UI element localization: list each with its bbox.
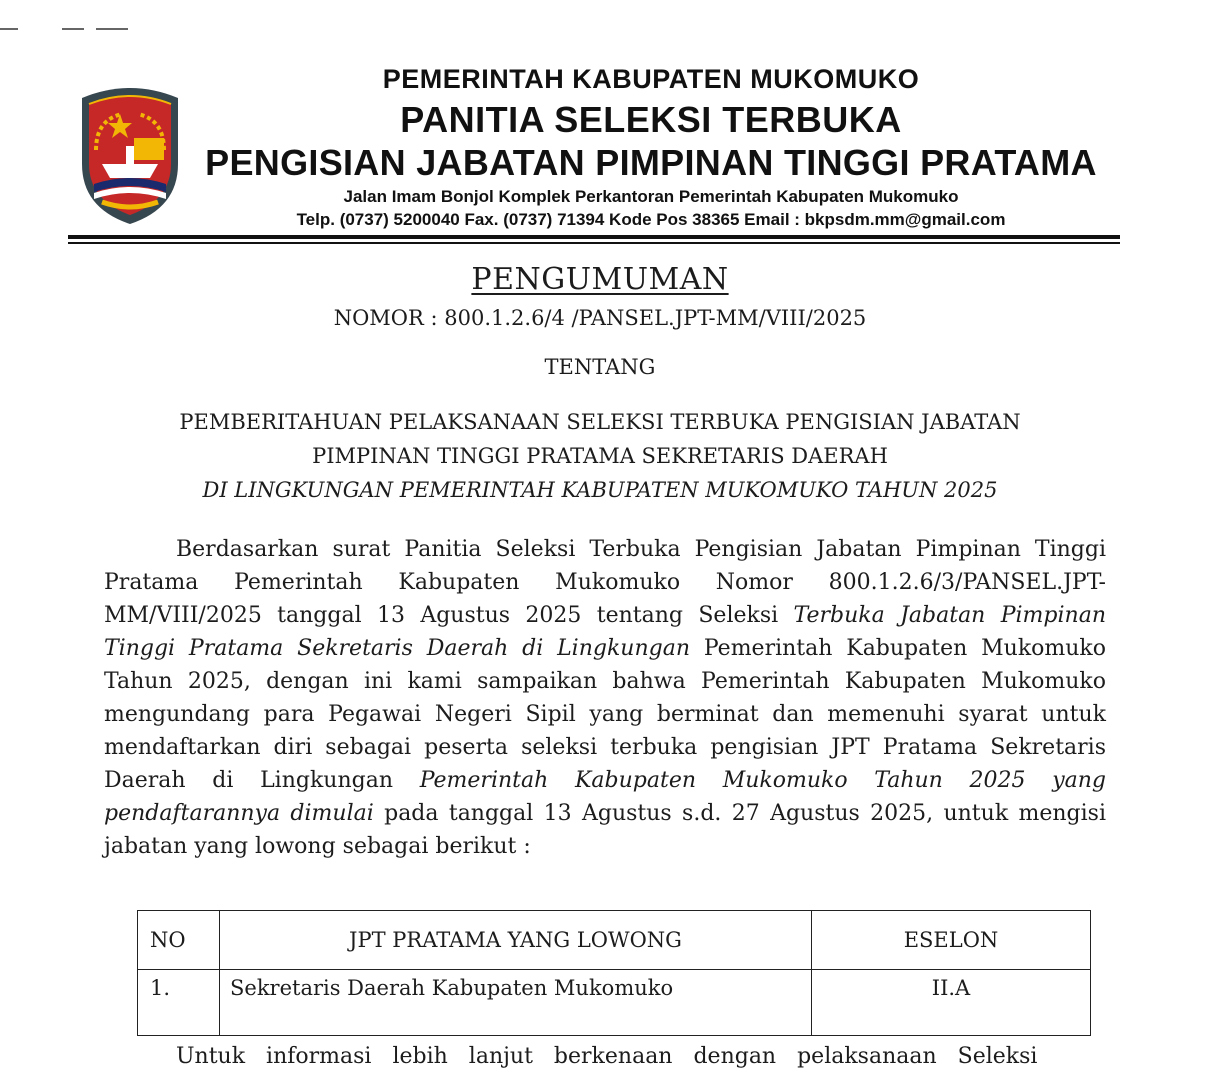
letterhead-divider-thin xyxy=(68,242,1120,244)
document-title xyxy=(100,262,1100,297)
paragraph-segment-2: Terbuka Jabatan Pimpinan Tinggi Pratama Sekretaris Daerah di Lingkungan xyxy=(104,603,1106,661)
cell-no: 1. xyxy=(138,970,220,1036)
document-title-text: PENGUMUMAN xyxy=(471,262,729,297)
letterhead-government: PEMERINTAH KABUPATEN MUKOMUKO xyxy=(382,64,920,94)
body-paragraph xyxy=(104,533,1106,863)
paragraph-segment-1: Berdasarkan surat Panitia Seleksi Terbuka Pengisian Jabatan Pimpinan Tinggi Pratama Pemerintah Kabupaten Mukomuko Nomor 800.1.2.6/3/PANSEL.JPT-MM/VIII/2025 tanggal 13 Agustus 2025 tentang Seleksi xyxy=(104,537,1106,628)
scan-artifact xyxy=(0,28,130,32)
document-about: TENTANG xyxy=(544,355,656,379)
table-header-row xyxy=(138,911,1091,970)
document-number: NOMOR : 800.1.2.6/4 /PANSEL.JPT-MM/VIII/2025 xyxy=(333,306,867,330)
vacancy-table xyxy=(137,910,1091,1036)
subject-line-3: DI LINGKUNGAN PEMERINTAH KABUPATEN MUKOMUKO TAHUN 2025 xyxy=(202,478,998,502)
subject-line-1: PEMBERITAHUAN PELAKSANAAN SELEKSI TERBUKA PENGISIAN JABATAN xyxy=(179,410,1021,434)
paragraph-two-start: Untuk informasi lebih lanjut berkenaan dengan pelaksanaan Seleksi xyxy=(176,1044,1038,1069)
paragraph-segment-3: Pemerintah Kabupaten Mukomuko Tahun 2025, dengan ini kami sampaikan bahwa Pemerintah Kabupaten Mukomuko mengundang para Pegawai Negeri Sipil yang berminat dan memenuhi syarat untuk mendaftarkan diri sebagai peserta seleksi terbuka pengisian JPT Pratama Sekretaris Daerah di Lingkungan xyxy=(104,636,1106,793)
subject-line-2: PIMPINAN TINGGI PRATAMA SEKRETARIS DAERAH xyxy=(312,444,888,468)
paragraph-segment-4: Pemerintah Kabupaten Mukomuko Tahun 2025 yang pendaftarannya dimulai xyxy=(104,768,1107,826)
cell-position: Sekretaris Daerah Kabupaten Mukomuko xyxy=(220,970,812,1036)
letterhead-purpose: PENGISIAN JABATAN PIMPINAN TINGGI PRATAMA xyxy=(205,142,1097,183)
letterhead-contact: Telp. (0737) 5200040 Fax. (0737) 71394 Kode Pos 38365 Email : bkpsdm.mm@gmail.com xyxy=(296,210,1006,229)
letterhead-address: Jalan Imam Bonjol Komplek Perkantoran Pemerintah Kabupaten Mukomuko xyxy=(343,187,959,206)
paragraph-segment-5: pada tanggal 13 Agustus s.d. 27 Agustus 2025, untuk mengisi jabatan yang lowong sebagai berikut : xyxy=(104,801,1106,859)
header-no: NO xyxy=(138,911,220,970)
document-subject xyxy=(100,405,1100,507)
table-row xyxy=(138,970,1091,1036)
header-echelon: ESELON xyxy=(812,911,1091,970)
letterhead-divider xyxy=(68,235,1120,239)
cell-echelon: II.A xyxy=(812,970,1091,1036)
header-position: JPT PRATAMA YANG LOWONG xyxy=(220,911,812,970)
regency-emblem-icon xyxy=(74,80,186,226)
letterhead-committee: PANITIA SELEKSI TERBUKA xyxy=(400,99,902,140)
